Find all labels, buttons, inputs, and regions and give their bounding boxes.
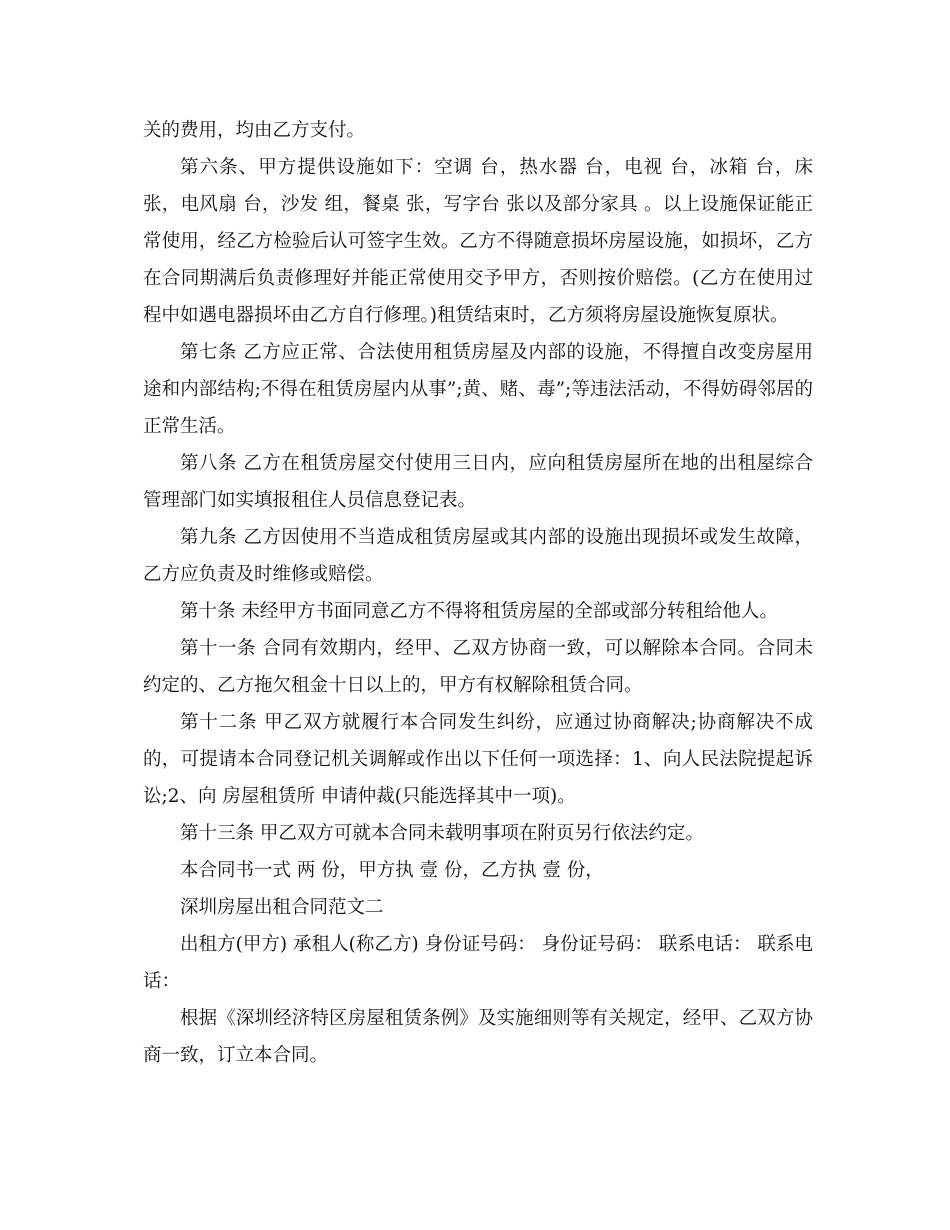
paragraph-article-8: 第八条 乙方在租赁房屋交付使用三日内，应向租赁房屋所在地的出租屋综合管理部门如实填报租住人员信息登记表。 — [143, 453, 813, 511]
paragraph-continuation: 关的费用，均由乙方支付。 — [143, 120, 366, 141]
paragraph-basis: 根据《深圳经济特区房屋租赁条例》及实施细则等有关规定，经甲、乙双方协商一致，订立本合同。 — [143, 1008, 813, 1066]
paragraph-article-9: 第九条 乙方因使用不当造成租赁房屋或其内部的设施出现损坏或发生故障，乙方应负责及时维修或赔偿。 — [143, 527, 813, 585]
section-heading: 深圳房屋出租合同范文二 — [180, 897, 384, 918]
document-body — [143, 112, 813, 1074]
paragraph-article-10: 第十条 未经甲方书面同意乙方不得将租赁房屋的全部或部分转租给他人。 — [180, 601, 778, 622]
paragraph-article-12: 第十二条 甲乙双方就履行本合同发生纠纷，应通过协商解决;协商解决不成的，可提请本合同登记机关调解或作出以下任何一项选择：1、向人民法院提起诉讼;2、向 房屋租赁所 申请仲裁(只能选择其中一项)。 — [143, 712, 813, 807]
paragraph-article-6: 第六条、甲方提供设施如下：空调 台，热水器 台，电视 台，冰箱 台，床 张，电风扇 台，沙发 组，餐桌 张，写字台 张以及部分家具 。以上设施保证能正常使用，经乙方检验后认可签字生效。乙方不得随意损坏房屋设施，如损坏，乙方在合同期满后负责修理好并能正常使用交予甲方，否则按价赔偿。(乙方在使用过程中如遇电器损坏由乙方自行修理。)租赁结束时，乙方须将房屋设施恢复原状。 — [143, 157, 813, 326]
paragraph-parties: 出租方(甲方) 承租人(称乙方) 身份证号码： 身份证号码： 联系电话： 联系电话： — [143, 934, 813, 992]
paragraph-copies: 本合同书一式 两 份，甲方执 壹 份，乙方执 壹 份， — [180, 860, 604, 881]
paragraph-article-13: 第十三条 甲乙双方可就本合同未载明事项在附页另行依法约定。 — [180, 823, 704, 844]
paragraph-article-7: 第七条 乙方应正常、合法使用租赁房屋及内部的设施，不得擅自改变房屋用途和内部结构;不得在租赁房屋内从事”;黄、赌、毒”;等违法活动，不得妨碍邻居的正常生活。 — [143, 342, 813, 437]
paragraph-article-11: 第十一条 合同有效期内，经甲、乙双方协商一致，可以解除本合同。合同未约定的、乙方拖欠租金十日以上的，甲方有权解除租赁合同。 — [143, 638, 813, 696]
